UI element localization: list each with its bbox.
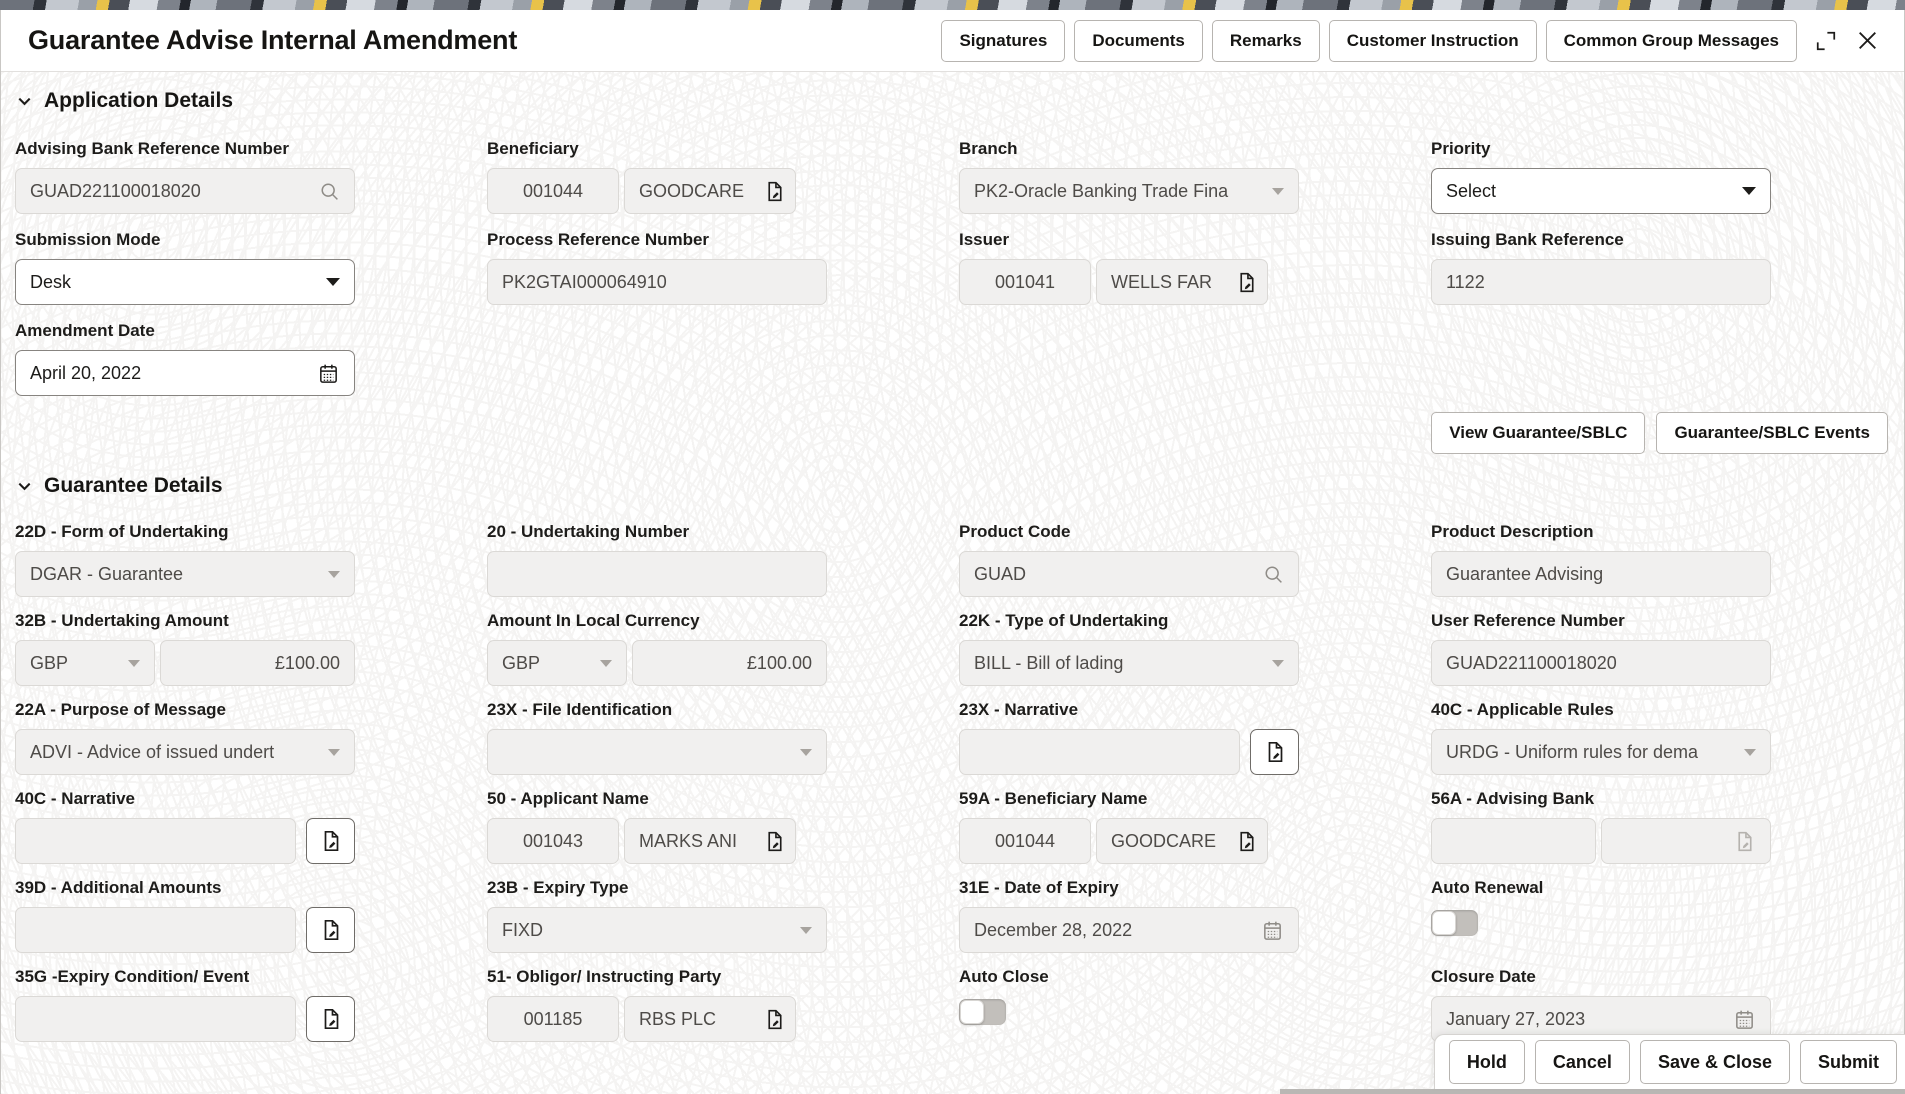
- product-description-input[interactable]: [1431, 551, 1771, 597]
- document-edit-icon: [1733, 830, 1756, 853]
- field-label: Submission Mode: [15, 230, 161, 249]
- field-undertaking-number: [487, 522, 827, 597]
- field-process-reference: [487, 230, 827, 305]
- advising-bank-name-input[interactable]: [1601, 818, 1771, 864]
- select-value: Select: [1446, 180, 1497, 201]
- input-value: 001041: [994, 271, 1056, 292]
- field-amendment-date: [15, 321, 355, 396]
- file-identification-select[interactable]: [487, 729, 827, 775]
- calendar-icon: [1261, 919, 1284, 942]
- input-value: RBS PLC: [639, 1008, 717, 1029]
- input-value: WELLS FAR: [1111, 271, 1213, 292]
- advising-bank-code-input[interactable]: [1431, 818, 1596, 864]
- input-value: GOODCARE: [639, 180, 745, 201]
- footer-action-bar: [1434, 1034, 1905, 1089]
- obligor-code-input[interactable]: [487, 996, 619, 1042]
- dropdown-arrow-icon: [1744, 749, 1756, 756]
- field-label: 23X - Narrative: [959, 700, 1079, 719]
- input-value: GUAD: [974, 563, 1027, 584]
- submission-mode-select[interactable]: [15, 259, 355, 305]
- toggle-knob: [960, 1000, 984, 1024]
- dropdown-arrow-icon: [600, 660, 612, 667]
- field-additional-amounts: [15, 878, 355, 953]
- field-beneficiary-name: [959, 789, 1299, 864]
- dropdown-arrow-icon: [328, 571, 340, 578]
- user-reference-number-input[interactable]: [1431, 640, 1771, 686]
- customer-instruction-button[interactable]: Customer Instruction: [1329, 20, 1537, 62]
- document-edit-icon[interactable]: [1235, 271, 1258, 294]
- field-undertaking-amount: [15, 611, 355, 686]
- dropdown-arrow-icon: [326, 278, 340, 286]
- modal-window: [0, 10, 1905, 1094]
- document-edit-icon[interactable]: [1235, 830, 1258, 853]
- view-guarantee-sblc-button[interactable]: View Guarantee/SBLC: [1431, 412, 1645, 454]
- calendar-icon[interactable]: [317, 362, 340, 385]
- field-branch: [959, 139, 1299, 214]
- expiry-condition-input[interactable]: [15, 996, 296, 1042]
- issuing-bank-reference-input[interactable]: [1431, 259, 1771, 305]
- documents-button[interactable]: Documents: [1074, 20, 1203, 62]
- field-submission-mode: [15, 230, 355, 305]
- field-label: User Reference Number: [1431, 611, 1625, 630]
- field-applicant-name: [487, 789, 827, 864]
- undertaking-amount-input[interactable]: [160, 640, 355, 686]
- field-label: Amount In Local Currency: [487, 611, 700, 630]
- section-title: Application Details: [44, 89, 234, 112]
- dropdown-arrow-icon: [800, 927, 812, 934]
- header-button-group: [941, 20, 1797, 62]
- field-issuer: [959, 230, 1299, 305]
- field-type-of-undertaking: [959, 611, 1299, 686]
- field-label: Product Code: [959, 522, 1071, 541]
- field-issuing-bank-reference: [1431, 230, 1771, 305]
- guarantee-details-grid: [1, 522, 1904, 1042]
- cancel-button[interactable]: Cancel: [1535, 1040, 1630, 1084]
- field-expiry-condition: [15, 967, 355, 1042]
- select-value: URDG - Uniform rules for dema: [1446, 741, 1699, 762]
- input-value: April 20, 2022: [30, 362, 142, 383]
- date-of-expiry-input[interactable]: [959, 907, 1299, 953]
- auto-renewal-toggle[interactable]: [1431, 910, 1478, 936]
- field-label: Issuer: [959, 230, 1010, 249]
- field-label: 40C - Applicable Rules: [1431, 700, 1614, 719]
- narrative-40c-edit-button[interactable]: [306, 818, 355, 864]
- obligor-name-input[interactable]: [624, 996, 796, 1042]
- narrative-23x-input[interactable]: [959, 729, 1240, 775]
- select-value: GBP: [502, 652, 541, 673]
- local-currency-select[interactable]: [487, 640, 627, 686]
- application-details-grid: [1, 139, 1904, 396]
- calendar-icon: [1733, 1008, 1756, 1031]
- input-value: Guarantee Advising: [1446, 563, 1604, 584]
- process-reference-input[interactable]: [487, 259, 827, 305]
- field-amount-local-currency: [487, 611, 827, 686]
- chevron-down-icon: [16, 93, 33, 110]
- input-value: £100.00: [746, 652, 812, 673]
- purpose-of-message-select[interactable]: [15, 729, 355, 775]
- form-content: [1, 72, 1904, 1094]
- field-label: Closure Date: [1431, 967, 1536, 986]
- field-label: 20 - Undertaking Number: [487, 522, 690, 541]
- field-label: Product Description: [1431, 522, 1594, 541]
- field-label: Auto Renewal: [1431, 878, 1544, 897]
- advising-bank-reference-input[interactable]: [15, 168, 355, 214]
- page-title: Guarantee Advise Internal Amendment: [28, 25, 518, 55]
- undertaking-number-input[interactable]: [487, 551, 827, 597]
- form-of-undertaking-select[interactable]: [15, 551, 355, 597]
- input-value: January 27, 2023: [1446, 1008, 1586, 1029]
- common-group-messages-button[interactable]: Common Group Messages: [1546, 20, 1797, 62]
- field-product-code: [959, 522, 1299, 597]
- field-label: Advising Bank Reference Number: [15, 139, 289, 158]
- auto-close-toggle[interactable]: [959, 999, 1006, 1025]
- expiry-type-select[interactable]: [487, 907, 827, 953]
- select-value: Desk: [30, 271, 72, 292]
- field-purpose-of-message: [15, 700, 355, 775]
- section-title: Guarantee Details: [44, 474, 223, 497]
- field-label: 23X - File Identification: [487, 700, 673, 719]
- field-date-of-expiry: [959, 878, 1299, 953]
- dropdown-arrow-icon: [800, 749, 812, 756]
- guarantee-sblc-events-button[interactable]: Guarantee/SBLC Events: [1656, 412, 1888, 454]
- field-label: Process Reference Number: [487, 230, 710, 249]
- input-value: 001044: [522, 180, 584, 201]
- input-value: PK2GTAI000064910: [502, 271, 667, 292]
- field-label: Priority: [1431, 139, 1491, 158]
- field-label: 32B - Undertaking Amount: [15, 611, 229, 630]
- beneficiary-name-code-input[interactable]: [959, 818, 1091, 864]
- signatures-button[interactable]: Signatures: [941, 20, 1065, 62]
- dropdown-arrow-icon: [1742, 187, 1756, 195]
- expiry-condition-edit-button[interactable]: [306, 996, 355, 1042]
- narrative-40c-input[interactable]: [15, 818, 296, 864]
- document-edit-icon: [319, 918, 343, 942]
- field-priority: [1431, 139, 1771, 214]
- restore-window-icon[interactable]: [1813, 28, 1839, 54]
- document-edit-icon[interactable]: [763, 830, 786, 853]
- input-value: 001043: [522, 830, 584, 851]
- field-label: 50 - Applicant Name: [487, 789, 649, 808]
- application-details-section-header[interactable]: [16, 89, 1904, 113]
- input-value: 001185: [523, 1008, 583, 1029]
- field-advising-bank-reference: [15, 139, 355, 214]
- field-label: 56A - Advising Bank: [1431, 789, 1595, 808]
- input-value: December 28, 2022: [974, 919, 1133, 940]
- input-value: £100.00: [274, 652, 340, 673]
- field-user-reference-number: [1431, 611, 1771, 686]
- save-and-close-button[interactable]: Save & Close: [1640, 1040, 1790, 1084]
- beneficiary-code-input[interactable]: [487, 168, 619, 214]
- field-label: Auto Close: [959, 967, 1049, 986]
- field-narrative-40c: [15, 789, 355, 864]
- field-label: Branch: [959, 139, 1018, 158]
- amendment-date-input[interactable]: [15, 350, 355, 396]
- select-value: BILL - Bill of lading: [974, 652, 1124, 673]
- close-icon[interactable]: [1853, 26, 1882, 55]
- select-value: GBP: [30, 652, 69, 673]
- field-label: 39D - Additional Amounts: [15, 878, 222, 897]
- bottom-scroll-strip: [1280, 1089, 1905, 1094]
- document-edit-icon: [319, 1007, 343, 1031]
- remarks-button[interactable]: Remarks: [1212, 20, 1320, 62]
- local-currency-amount-input[interactable]: [632, 640, 827, 686]
- field-advising-bank: [1431, 789, 1771, 864]
- applicant-name-input[interactable]: [624, 818, 796, 864]
- field-expiry-type: [487, 878, 827, 953]
- field-label: Amendment Date: [15, 321, 155, 340]
- narrative-23x-edit-button[interactable]: [1250, 729, 1299, 775]
- field-label: 51- Obligor/ Instructing Party: [487, 967, 722, 986]
- select-value: ADVI - Advice of issued undert: [30, 741, 275, 762]
- document-edit-icon[interactable]: [763, 1008, 786, 1031]
- applicant-code-input[interactable]: [487, 818, 619, 864]
- document-edit-icon: [319, 829, 343, 853]
- document-edit-icon: [1263, 740, 1287, 764]
- product-code-input[interactable]: [959, 551, 1299, 597]
- toggle-knob: [1432, 911, 1456, 935]
- guarantee-details-section-header[interactable]: [16, 474, 1904, 498]
- input-value: MARKS ANI: [639, 830, 738, 851]
- field-label: 35G -Expiry Condition/ Event: [15, 967, 250, 986]
- document-edit-icon[interactable]: [763, 180, 786, 203]
- search-icon[interactable]: [319, 181, 340, 202]
- field-form-of-undertaking: [15, 522, 355, 597]
- field-label: 23B - Expiry Type: [487, 878, 629, 897]
- beneficiary-name-value-input[interactable]: [1096, 818, 1268, 864]
- select-value: FIXD: [502, 919, 544, 940]
- type-of-undertaking-select[interactable]: [959, 640, 1299, 686]
- field-label: 59A - Beneficiary Name: [959, 789, 1148, 808]
- branch-select[interactable]: [959, 168, 1299, 214]
- field-narrative-23x: [959, 700, 1299, 775]
- beneficiary-name-input[interactable]: [624, 168, 796, 214]
- field-auto-close: [959, 967, 1299, 1042]
- submit-button[interactable]: Submit: [1800, 1040, 1897, 1084]
- field-applicable-rules: [1431, 700, 1771, 775]
- field-label: 40C - Narrative: [15, 789, 136, 808]
- select-value: PK2-Oracle Banking Trade Fina: [974, 180, 1229, 201]
- field-product-description: [1431, 522, 1771, 597]
- input-value: GUAD221100018020: [1446, 652, 1617, 673]
- field-label: Issuing Bank Reference: [1431, 230, 1624, 249]
- field-file-identification: [487, 700, 827, 775]
- field-closure-date: [1431, 967, 1771, 1042]
- decorative-collage-strip: [0, 0, 1905, 10]
- chevron-down-icon: [16, 478, 33, 495]
- dropdown-arrow-icon: [128, 660, 140, 667]
- field-obligor: [487, 967, 827, 1042]
- issuer-name-input[interactable]: [1096, 259, 1268, 305]
- field-label: Beneficiary: [487, 139, 579, 158]
- input-value: 001044: [994, 830, 1056, 851]
- select-value: DGAR - Guarantee: [30, 563, 184, 584]
- hold-button[interactable]: Hold: [1449, 1040, 1525, 1084]
- field-label: 22A - Purpose of Message: [15, 700, 226, 719]
- input-value: GOODCARE: [1111, 830, 1217, 851]
- issuer-code-input[interactable]: [959, 259, 1091, 305]
- applicable-rules-select[interactable]: [1431, 729, 1771, 775]
- field-label: 31E - Date of Expiry: [959, 878, 1119, 897]
- field-label: 22K - Type of Undertaking: [959, 611, 1169, 630]
- guarantee-action-row: [1, 396, 1904, 454]
- search-icon[interactable]: [1263, 564, 1284, 585]
- modal-header: [1, 10, 1904, 72]
- additional-amounts-edit-button[interactable]: [306, 907, 355, 953]
- input-value: GUAD221100018020: [30, 180, 201, 201]
- field-auto-renewal: [1431, 878, 1771, 953]
- field-label: 22D - Form of Undertaking: [15, 522, 229, 541]
- additional-amounts-input[interactable]: [15, 907, 296, 953]
- dropdown-arrow-icon: [328, 749, 340, 756]
- input-value: 1122: [1446, 271, 1485, 292]
- priority-select[interactable]: [1431, 168, 1771, 214]
- dropdown-arrow-icon: [1272, 660, 1284, 667]
- field-beneficiary: [487, 139, 827, 214]
- undertaking-amount-currency-select[interactable]: [15, 640, 155, 686]
- dropdown-arrow-icon: [1272, 188, 1284, 195]
